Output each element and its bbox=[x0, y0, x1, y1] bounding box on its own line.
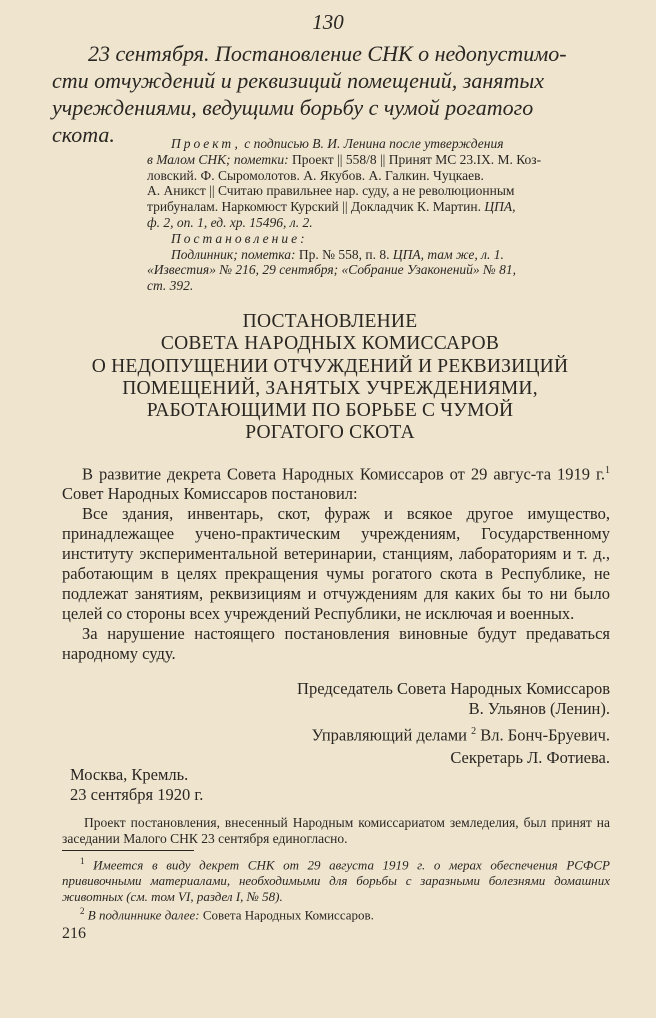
note-text: Проект || 558/8 || Принят МС 23.IX. М. Коз- bbox=[288, 151, 542, 167]
note-text: Подлинник; пометка: bbox=[171, 246, 296, 262]
decree-body bbox=[62, 461, 610, 664]
signature-chair-name: В. Ульянов (Ленин). bbox=[468, 699, 610, 718]
decree-title bbox=[40, 311, 620, 445]
note-text: ЦПА, там же, л. 1. bbox=[392, 246, 504, 262]
footnote-text: Имеется в виду декрет СНК от 29 августа 1919 г. о мерах обеспечения РСФСР прививочными материалами, необходимыми для борьбы с заразными болезнями домашних животных (см. том VI, раздел I, № 58). bbox=[62, 857, 610, 904]
running-page-number: 130 bbox=[312, 10, 344, 34]
closing-note bbox=[62, 815, 610, 847]
title-line: О НЕДОПУЩЕНИИ ОТЧУЖДЕНИЙ И РЕКВИЗИЦИЙ bbox=[91, 355, 569, 377]
note-text: «Известия» № 216, 29 сентября; «Собрание Узаконений» № 81, bbox=[147, 262, 517, 278]
footnote-text: В подлиннике далее: bbox=[84, 907, 200, 923]
date-line: 23 сентября 1920 г. bbox=[70, 785, 204, 804]
note-text: ЦПА, bbox=[484, 199, 516, 215]
signature-text: Управляющий делами bbox=[311, 725, 472, 745]
signature-chair-title: Председатель Совета Народных Комиссаров bbox=[297, 679, 610, 698]
signature-secretary: Секретарь Л. Фотиева. bbox=[450, 748, 610, 767]
signature-manager bbox=[100, 722, 610, 746]
title-line: СОВЕТА НАРОДНЫХ КОМИССАРОВ bbox=[160, 333, 500, 355]
body-paragraph: За нарушение настоящего постановления виновные будут предаваться народному суду. bbox=[62, 623, 610, 663]
note-text: Пр. № 558, п. 8. bbox=[295, 246, 393, 262]
footnote-divider bbox=[62, 850, 194, 851]
document-heading bbox=[52, 40, 614, 67]
footnote-ref: 2 bbox=[471, 726, 477, 737]
title-line: ПОМЕЩЕНИЙ, ЗАНЯТЫХ УЧРЕЖДЕНИЯМИ, bbox=[122, 377, 538, 399]
title-line: РОГАТОГО СКОТА bbox=[245, 422, 415, 444]
note-decree-label: Постановление: bbox=[171, 230, 308, 246]
footnotes bbox=[62, 854, 610, 923]
archival-note bbox=[147, 136, 615, 294]
title-line: ПОСТАНОВЛЕНИЕ bbox=[242, 311, 418, 332]
place-line: Москва, Кремль. bbox=[70, 765, 189, 784]
heading-line: 23 сентября. Постановление СНК о недопустимо- bbox=[88, 41, 567, 66]
footnote-ref: 1 bbox=[605, 465, 610, 476]
note-text: трибуналам. Наркомюст Курский || Докладчик К. Мартин. bbox=[147, 199, 485, 215]
folio-number: 216 bbox=[62, 925, 86, 942]
note-project-label: Проект, bbox=[171, 136, 241, 151]
heading-line: сти отчуждений и реквизиций помещений, занятых bbox=[52, 68, 545, 93]
body-paragraph: Все здания, инвентарь, скот, фураж и всякое другое имущество, принадлежащее учено-практическим учреждениям, Государственному институту экспериментальной ветеринарии, станциям, лабораториям и т. д., работающим в целях прекращения чумы рогатого скота в Республике, не подлежат занятиям, реквизициям и отчуждениям для каких бы то ни было целей со стороны всех учреждений Республики, не исключая и военных. bbox=[62, 504, 610, 623]
note-text: ф. 2, оп. 1, ед. хр. 15496, л. 2. bbox=[147, 214, 313, 230]
footnote-1 bbox=[62, 854, 610, 904]
heading-line: скота. bbox=[52, 122, 115, 147]
signature-text: Вл. Бонч-Бруевич. bbox=[476, 725, 610, 745]
note-text: А. Аникст || Считаю правильнее нар. суду, а не революционным bbox=[147, 183, 515, 199]
body-paragraph bbox=[62, 461, 610, 504]
closing-note-text: Проект постановления, внесенный Народным комиссариатом земледелия, был принят на заседании Малого СНК 23 сентября единогласно. bbox=[62, 815, 610, 846]
note-text: в Малом СНК; пометки: bbox=[147, 151, 289, 167]
footnote-text: Совета Народных Комиссаров. bbox=[199, 907, 374, 923]
note-text: ловский. Ф. Сыромолотов. А. Якубов. А. Галкин. Чуцкаев. bbox=[147, 167, 484, 183]
footnote-mark: 2 bbox=[80, 906, 85, 917]
note-text: ст. 392. bbox=[147, 278, 194, 294]
heading-line: учреждениями, ведущими борьбу с чумой рогатого bbox=[52, 95, 534, 120]
body-text: В развитие декрета Совета Народных Комиссаров от 29 авгус-та 1919 г. bbox=[82, 464, 605, 484]
footnote-mark: 1 bbox=[80, 856, 85, 866]
body-text: Совет Народных Комиссаров постановил: bbox=[62, 484, 358, 504]
title-line: РАБОТАЮЩИМИ ПО БОРЬБЕ С ЧУМОЙ bbox=[146, 400, 514, 422]
note-text: с подписью В. И. Ленина после утверждения bbox=[240, 136, 504, 151]
footnote-2 bbox=[62, 904, 610, 923]
